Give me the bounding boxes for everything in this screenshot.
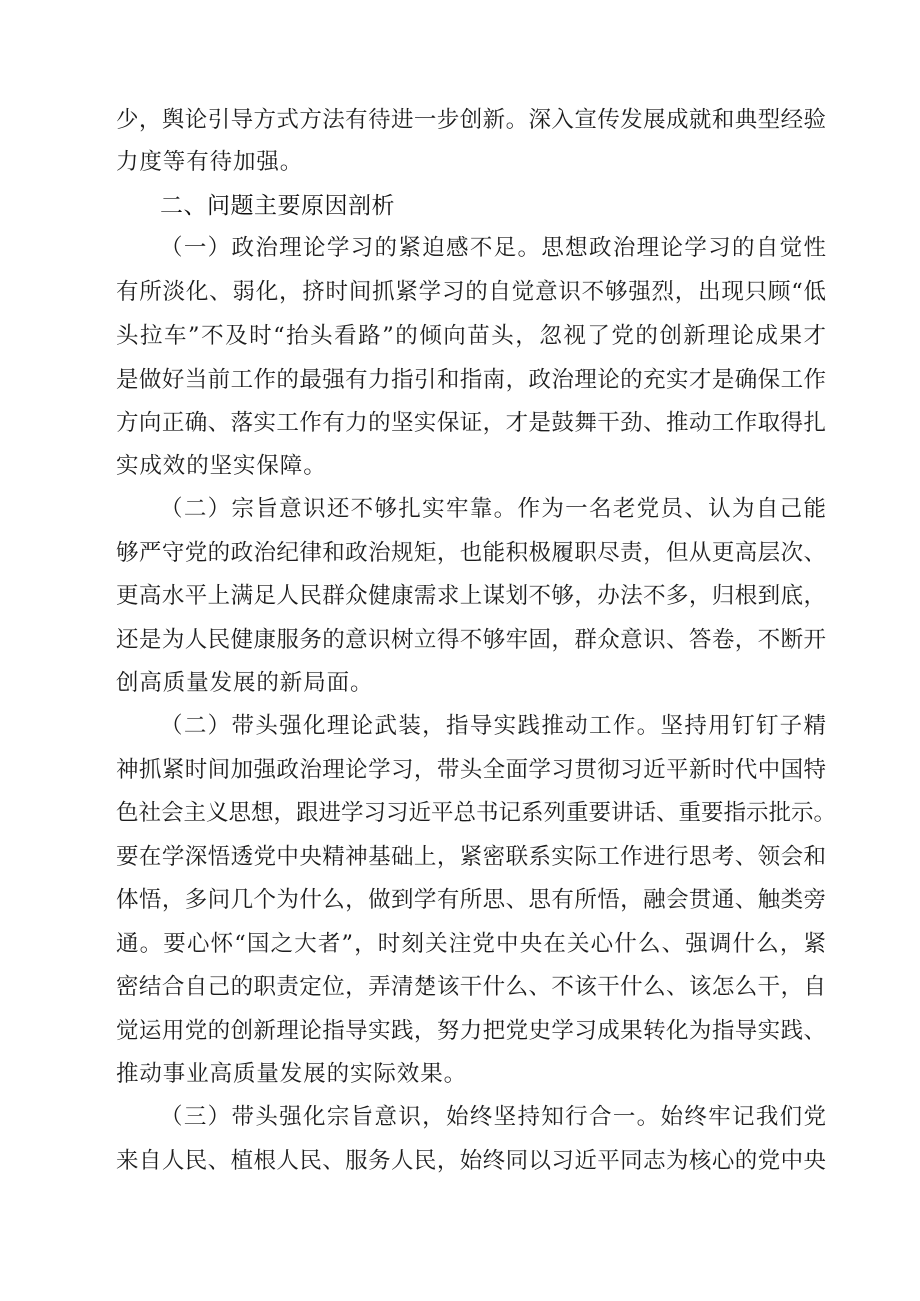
- text-line: 通。要心怀“国之大者”，时刻关注党中央在关心什么、强调什么，紧: [116, 931, 826, 957]
- text-line: 更高水平上满足人民群众健康需求上谋划不够，办法不多，归根到底，: [116, 583, 826, 609]
- paragraph-first-line: （二）带头强化理论武装，指导实践推动工作。坚持用钉钉子精: [160, 713, 826, 739]
- text-line: 实成效的坚实保障。: [116, 453, 327, 479]
- text-line: 还是为人民健康服务的意识树立得不够牢固，群众意识、答卷，不断开: [116, 627, 826, 653]
- text-line: 有所淡化、弱化，挤时间抓紧学习的自觉意识不够强烈，出现只顾“低: [116, 279, 826, 305]
- text-line: 够严守党的政治纪律和政治规矩，也能积极履职尽责，但从更高层次、: [116, 540, 826, 566]
- text-line: 头拉车”不及时“抬头看路”的倾向苗头，忽视了党的创新理论成果才: [116, 323, 826, 349]
- text-line: 觉运用党的创新理论指导实践，努力把党史学习成果转化为指导实践、: [116, 1018, 826, 1044]
- section-heading: 二、问题主要原因剖析: [160, 193, 395, 219]
- text-line: 来自人民、植根人民、服务人民，始终同以习近平同志为核心的党中央: [116, 1148, 826, 1174]
- text-line: 力度等有待加强。: [116, 149, 304, 175]
- text-line: 密结合自己的职责定位，弄清楚该干什么、不该干什么、该怎么干，自: [116, 974, 826, 1000]
- paragraph-first-line: （三）带头强化宗旨意识，始终坚持知行合一。始终牢记我们党: [160, 1104, 826, 1130]
- paragraph-first-line: （二）宗旨意识还不够扎实牢靠。作为一名老党员、认为自己能: [160, 496, 826, 522]
- text-line: 要在学深悟透党中央精神基础上，紧密联系实际工作进行思考、领会和: [116, 844, 826, 870]
- text-line: 少，舆论引导方式方法有待进一步创新。深入宣传发展成就和典型经验: [116, 107, 826, 133]
- text-line: 创高质量发展的新局面。: [116, 670, 374, 696]
- paragraph-first-line: （一）政治理论学习的紧迫感不足。思想政治理论学习的自觉性: [160, 235, 826, 261]
- text-line: 方向正确、落实工作有力的坚实保证，才是鼓舞干劲、推动工作取得扎: [116, 410, 826, 436]
- text-line: 体悟，多问几个为什么，做到学有所思、思有所悟，融会贯通、触类旁: [116, 887, 826, 913]
- text-line: 是做好当前工作的最强有力指引和指南，政治理论的充实才是确保工作: [116, 367, 826, 393]
- text-line: 色社会主义思想，跟进学习习近平总书记系列重要讲话、重要指示批示。: [116, 800, 837, 826]
- text-line: 推动事业高质量发展的实际效果。: [116, 1061, 468, 1087]
- text-line: 神抓紧时间加强政治理论学习，带头全面学习贯彻习近平新时代中国特: [116, 757, 826, 783]
